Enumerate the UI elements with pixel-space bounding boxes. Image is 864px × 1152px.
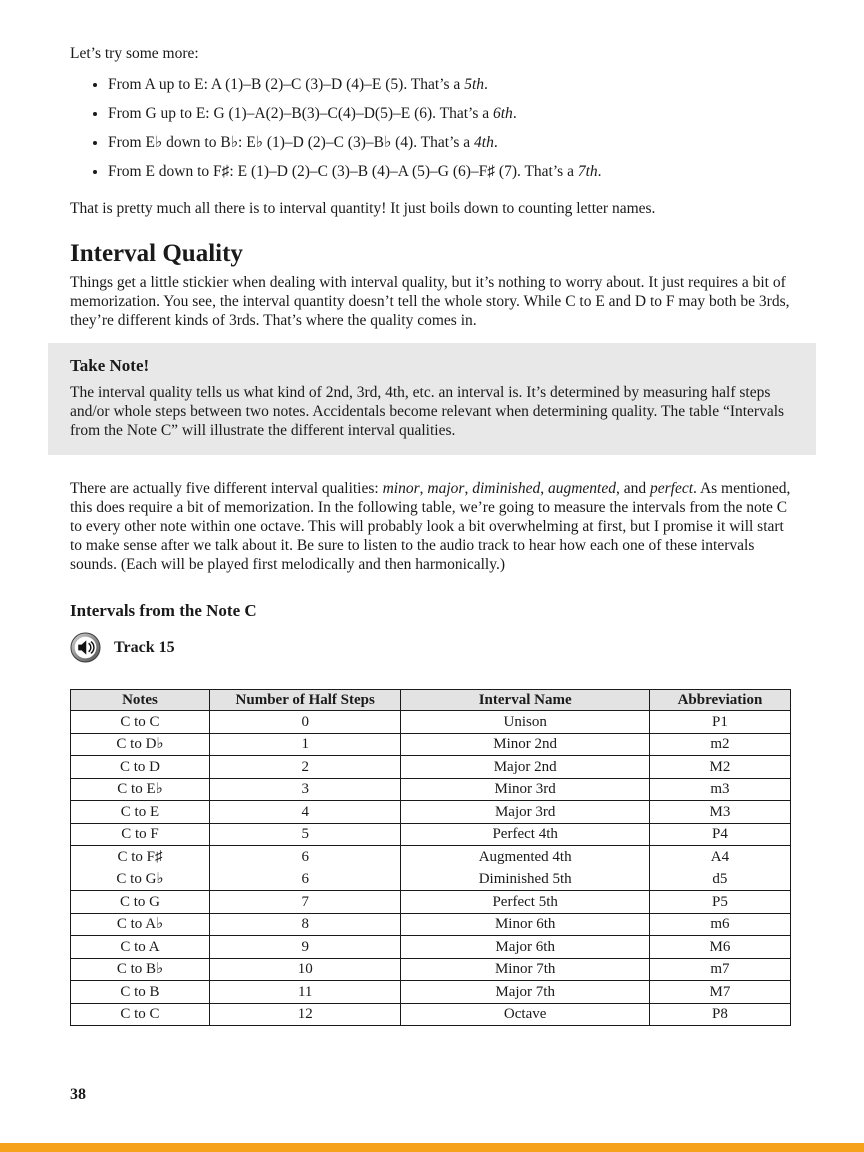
table-row: [71, 733, 791, 756]
callout-body: The interval quality tells us what kind of 2nd, 3rd, 4th, etc. an interval is. It’s determined by measuring half steps and/or whole steps between two notes. Accidentals become relevant when determining quality. The table “Intervals from the Note C” will illustrate the different interval qualities.: [70, 384, 785, 439]
table-cell: C to B♭: [71, 958, 210, 981]
table-heading: Intervals from the Note C: [70, 601, 257, 620]
table-cell: C to C: [71, 711, 210, 734]
table-cell: P8: [649, 1003, 790, 1026]
list-item: • From G up to E: G (1)–A(2)–B(3)–C(4)–D(5)–E (6). That’s a 6th.: [108, 104, 793, 123]
table-cell: 5: [209, 823, 401, 846]
table-cell: M2: [649, 756, 790, 779]
table-cell: 2: [209, 756, 401, 779]
footer-accent-bar: [0, 1143, 864, 1152]
table-cell: P1: [649, 711, 790, 734]
table-cell: P5: [649, 891, 790, 914]
table-row: [71, 823, 791, 846]
table-cell: C to G♭: [71, 868, 210, 891]
list-item: • From E down to F♯: E (1)–D (2)–C (3)–B (4)–A (5)–G (6)–F♯ (7). That’s a 7th.: [108, 162, 793, 181]
table-cell: Minor 7th: [401, 958, 649, 981]
intervals-table: [70, 689, 791, 1026]
table-cell: Minor 6th: [401, 913, 649, 936]
table-cell: C to C: [71, 1003, 210, 1026]
table-header-row: [71, 690, 791, 711]
table-row: [71, 778, 791, 801]
table-cell: m2: [649, 733, 790, 756]
table-cell: Perfect 4th: [401, 823, 649, 846]
table-cell: d5: [649, 868, 790, 891]
table-cell: M6: [649, 936, 790, 959]
table-cell: Major 3rd: [401, 801, 649, 824]
table-cell: C to D♭: [71, 733, 210, 756]
table-cell: m3: [649, 778, 790, 801]
table-cell: Minor 2nd: [401, 733, 649, 756]
list-item: • From A up to E: A (1)–B (2)–C (3)–D (4)–E (5). That’s a 5th.: [108, 75, 793, 94]
table-header-cell: Interval Name: [401, 690, 649, 711]
table-cell: Major 2nd: [401, 756, 649, 779]
table-cell: C to F♯: [71, 846, 210, 869]
audio-track-row: [70, 632, 793, 663]
table-row: [71, 936, 791, 959]
take-note-callout: [48, 343, 816, 455]
table-cell: C to G: [71, 891, 210, 914]
table-cell: 12: [209, 1003, 401, 1026]
table-cell: Major 6th: [401, 936, 649, 959]
table-cell: 3: [209, 778, 401, 801]
table-row: [71, 891, 791, 914]
table-cell: Major 7th: [401, 981, 649, 1004]
table-row: [71, 756, 791, 779]
interval-examples-list: [70, 75, 793, 181]
qualities-paragraph: There are actually five different interval qualities: minor, major, diminished, augmented, and perfect. As mentioned, this does require a bit of memorization. In the following table, we’re going to measure the intervals from the note C to every other note within one octave. This will probably look a bit overwhelming at first, but I promise it will start to make sense after we talk about it. Be sure to listen to the audio track to hear how each one of these intervals sounds. (Each will be played first melodically and then harmonically.): [70, 480, 791, 573]
table-cell: Octave: [401, 1003, 649, 1026]
table-row: [71, 913, 791, 936]
table-header-cell: Notes: [71, 690, 210, 711]
table-row: [71, 846, 791, 869]
table-cell: Unison: [401, 711, 649, 734]
table-header-cell: Number of Half Steps: [209, 690, 401, 711]
table-cell: A4: [649, 846, 790, 869]
table-cell: 1: [209, 733, 401, 756]
intro-text: Let’s try some more:: [70, 45, 199, 62]
table-cell: 6: [209, 868, 401, 891]
table-cell: Diminished 5th: [401, 868, 649, 891]
table-cell: Augmented 4th: [401, 846, 649, 869]
table-cell: 0: [209, 711, 401, 734]
table-cell: C to D: [71, 756, 210, 779]
table-cell: 10: [209, 958, 401, 981]
table-cell: 8: [209, 913, 401, 936]
table-cell: C to E♭: [71, 778, 210, 801]
callout-title: Take Note!: [70, 356, 150, 375]
table-cell: C to E: [71, 801, 210, 824]
table-row: [71, 801, 791, 824]
table-cell: C to F: [71, 823, 210, 846]
table-cell: P4: [649, 823, 790, 846]
table-cell: M7: [649, 981, 790, 1004]
track-label: Track 15: [114, 638, 175, 656]
table-row: [71, 868, 791, 891]
quantity-summary-text: That is pretty much all there is to interval quantity! It just boils down to counting letter names.: [70, 200, 656, 217]
page-number: 38: [70, 1086, 86, 1103]
table-row: [71, 958, 791, 981]
interval-table-body: [71, 711, 791, 1026]
table-cell: 6: [209, 846, 401, 869]
table-cell: C to A: [71, 936, 210, 959]
table-cell: C to B: [71, 981, 210, 1004]
table-header-cell: Abbreviation: [649, 690, 790, 711]
table-cell: m6: [649, 913, 790, 936]
table-cell: Minor 3rd: [401, 778, 649, 801]
table-cell: C to A♭: [71, 913, 210, 936]
table-cell: 7: [209, 891, 401, 914]
table-row: [71, 981, 791, 1004]
list-item: • From E♭ down to B♭: E♭ (1)–D (2)–C (3)–B♭ (4). That’s a 4th.: [108, 133, 793, 152]
speaker-icon: [70, 632, 101, 663]
table-cell: m7: [649, 958, 790, 981]
table-row: [71, 1003, 791, 1026]
table-cell: 9: [209, 936, 401, 959]
table-cell: Perfect 5th: [401, 891, 649, 914]
table-cell: 11: [209, 981, 401, 1004]
table-cell: 4: [209, 801, 401, 824]
section-title: Interval Quality: [70, 240, 243, 267]
table-row: [71, 711, 791, 734]
table-cell: M3: [649, 801, 790, 824]
section-paragraph: Things get a little stickier when dealing with interval quality, but it’s nothing to worry about. It just requires a bit of memorization. You see, the interval quantity doesn’t tell the whole story. While C to E and D to F may both be 3rds, they’re different kinds of 3rds. That’s where the quality comes in.: [70, 274, 790, 329]
